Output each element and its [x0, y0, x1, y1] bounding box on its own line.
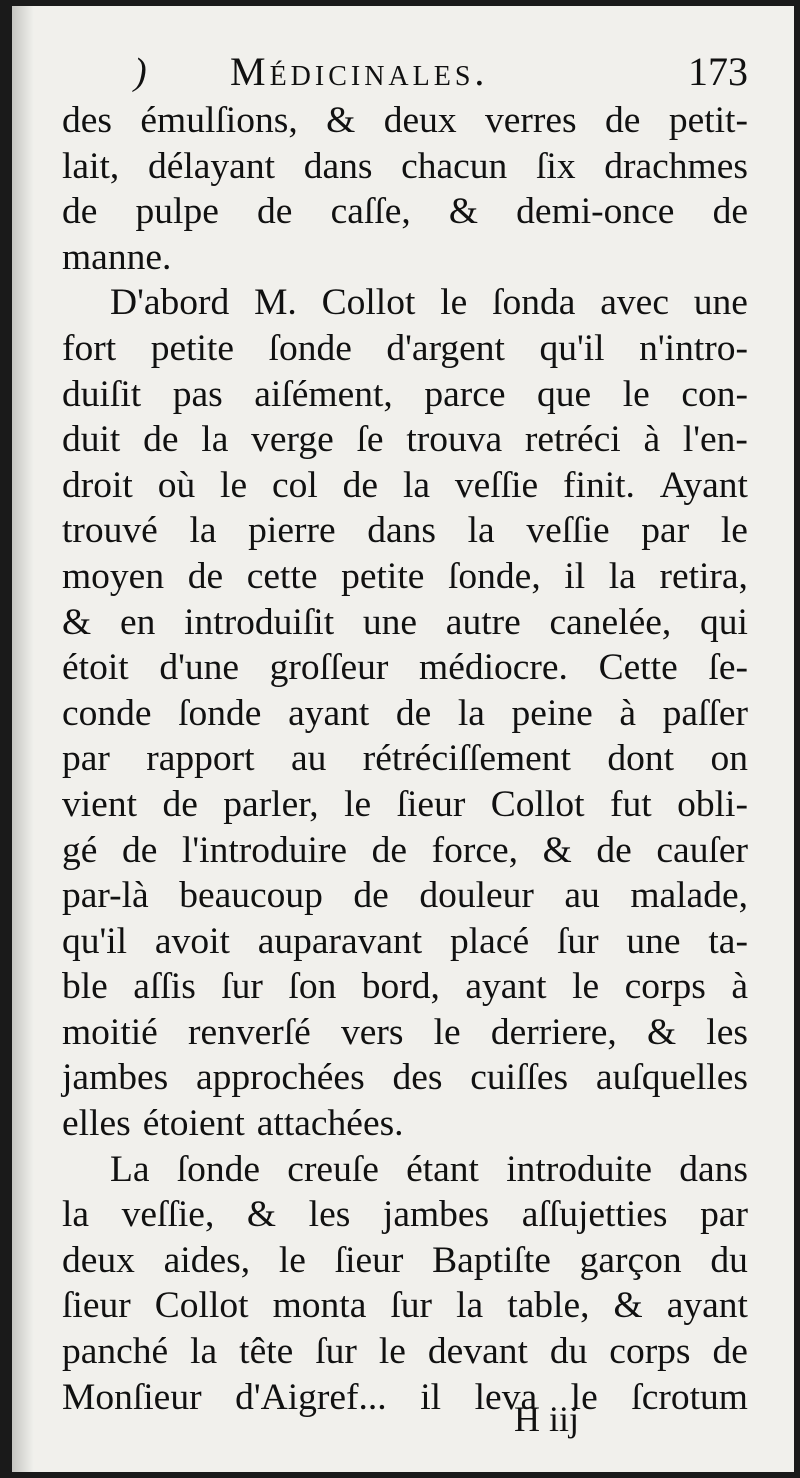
text-line [62, 873, 748, 919]
word: trouva [406, 419, 503, 461]
word: qu'il [62, 920, 128, 962]
word: ſcrotum [631, 1376, 748, 1418]
word: parce [424, 373, 506, 415]
word: col [271, 464, 318, 506]
word: ſieur [396, 783, 466, 825]
word: ſonde [176, 1148, 261, 1190]
running-header [12, 46, 794, 106]
word: ayant [465, 966, 547, 1008]
word: qu'il [539, 327, 605, 369]
word: les [706, 1011, 748, 1053]
text-line [62, 1010, 748, 1056]
word: corps [624, 966, 706, 1008]
word: & [613, 1285, 643, 1327]
word: une [693, 282, 748, 324]
word: elles [62, 1103, 131, 1145]
word: veſſie [526, 510, 610, 552]
word: ſonde [268, 327, 352, 369]
word: ſonda [492, 282, 576, 324]
word: de [712, 191, 748, 233]
word: introduite [506, 1148, 652, 1190]
word: le [378, 1331, 406, 1373]
word: D'abord [110, 282, 230, 324]
word: verge [251, 419, 334, 461]
word: deux [62, 1239, 135, 1281]
word: ſonde [178, 692, 262, 734]
word: la [201, 419, 229, 461]
word: petite [150, 327, 234, 369]
word: émulſions, [140, 100, 298, 141]
word: de [605, 100, 641, 141]
text-line [62, 1375, 748, 1421]
text-line [62, 1283, 748, 1329]
word: ſon [288, 966, 337, 1008]
word: douleur [419, 875, 534, 917]
word: paſſer [662, 692, 748, 734]
word: cauſer [656, 829, 748, 871]
word: la [457, 692, 485, 734]
word: drachmes [604, 145, 748, 187]
word: corps [609, 1331, 691, 1373]
word: rapport [146, 738, 255, 780]
word: demi-once [516, 191, 675, 233]
word: malade, [630, 875, 748, 917]
word: le [278, 1239, 306, 1281]
word: la [467, 510, 495, 552]
word: de [712, 1331, 748, 1373]
word: par [641, 510, 690, 552]
word: où [157, 464, 196, 506]
word: de [371, 829, 408, 871]
word: la [62, 1194, 90, 1236]
word: ble [62, 966, 108, 1008]
text-line [62, 98, 748, 144]
spine-shadow [12, 6, 34, 1472]
word: du [710, 1239, 748, 1281]
word: de [353, 875, 389, 917]
word: aſſujetties [521, 1194, 668, 1236]
word: médiocre. [419, 647, 568, 689]
word: l'en- [682, 419, 748, 461]
word: des [62, 100, 112, 141]
word: on [710, 738, 748, 780]
word: par [62, 738, 110, 780]
word: gé [62, 829, 98, 871]
word: chacun [401, 145, 508, 187]
text-line [62, 189, 748, 235]
word: derriere, [490, 1011, 617, 1053]
word: de [143, 419, 179, 461]
word: Ayant [659, 464, 748, 506]
word: trouvé [62, 510, 158, 552]
word: & [62, 601, 92, 643]
word: renverſé [187, 1011, 311, 1053]
word: leva [474, 1376, 538, 1418]
word: devant [427, 1331, 528, 1373]
text-line [62, 645, 748, 691]
word: tête [239, 1331, 294, 1373]
word: fort [62, 327, 117, 369]
word: le [572, 966, 600, 1008]
word: dont [607, 738, 675, 780]
word: ſieur [334, 1239, 404, 1281]
text-line [62, 919, 748, 965]
word: Cette [598, 647, 678, 689]
word: en [119, 601, 156, 643]
header-mark: ) [134, 51, 147, 93]
word: une [362, 601, 418, 643]
text-line [62, 828, 748, 874]
word: de [596, 829, 632, 871]
word: le [440, 282, 468, 324]
word: jambes [382, 1194, 490, 1236]
word: avec [600, 282, 669, 324]
word: le [344, 783, 372, 825]
word: jambes [62, 1057, 169, 1099]
word: auſquelles [595, 1057, 748, 1099]
word: cuiſſes [470, 1057, 569, 1099]
word: cette [246, 555, 318, 597]
word: rétréciſſement [362, 738, 571, 780]
word: introduiſit [184, 601, 335, 643]
word: de [62, 191, 98, 233]
word: le [570, 1376, 598, 1418]
word: il [564, 555, 586, 597]
word: vient [62, 783, 137, 825]
word: pierre [248, 510, 336, 552]
word: étoit [62, 647, 129, 689]
text-line [62, 1055, 748, 1101]
word: d'argent [386, 327, 505, 369]
word: moitié [62, 1011, 158, 1053]
word: de [187, 555, 224, 597]
text-line [62, 554, 748, 600]
word: duiſit [62, 373, 142, 415]
word: du [549, 1331, 588, 1373]
text-line [62, 463, 748, 509]
word: ſieur [62, 1285, 131, 1327]
word: à [731, 966, 748, 1008]
word: & [542, 829, 572, 871]
word: Collot [154, 1285, 249, 1327]
word: ſur [390, 1285, 433, 1327]
word: table, [507, 1285, 590, 1327]
word: au [564, 875, 600, 917]
word: veſſie, [121, 1194, 215, 1236]
word: retréci [524, 419, 621, 461]
text-line [62, 326, 748, 372]
word: ſur [556, 920, 599, 962]
text-line [62, 964, 748, 1010]
word: veſſie [454, 464, 539, 506]
word: la [189, 510, 217, 552]
word: petit- [668, 100, 748, 141]
word: ſur [221, 966, 263, 1008]
word: aſſis [133, 966, 196, 1008]
word: droit [62, 464, 133, 506]
word: con- [681, 373, 748, 415]
word: placé [450, 920, 530, 962]
word: les [308, 1194, 351, 1236]
word: dans [679, 1148, 748, 1190]
word: de [162, 783, 198, 825]
word: n'intro- [639, 327, 748, 369]
word: dans [303, 145, 373, 187]
word: des [392, 1057, 443, 1099]
text-line [62, 600, 748, 646]
word: canelée, [549, 601, 672, 643]
word: attachées. [256, 1103, 404, 1145]
body-text [62, 98, 748, 1420]
word: de [122, 829, 158, 871]
word: la [456, 1285, 484, 1327]
word: aides, [163, 1239, 251, 1281]
word: obli- [677, 783, 748, 825]
text-line [62, 782, 748, 828]
word: la [190, 1331, 218, 1373]
word: pulpe [135, 191, 219, 233]
word: & [326, 100, 356, 141]
text-line [62, 736, 748, 782]
word: finit. [563, 464, 635, 506]
word: Monſieur [62, 1376, 202, 1418]
text-line [62, 144, 748, 190]
word: moyen [62, 555, 165, 597]
text-line [62, 372, 748, 418]
word: ta- [708, 920, 748, 962]
word: de [257, 191, 293, 233]
word: d'Aigref... [235, 1376, 387, 1418]
signature-mark: H iij [514, 1399, 580, 1439]
word: ayant [666, 1285, 748, 1327]
text-line [62, 1238, 748, 1284]
word: beaucoup [179, 875, 323, 917]
word: groſſeur [269, 647, 389, 689]
word: l'introduire [182, 829, 348, 871]
word: au [290, 738, 327, 780]
text-line [62, 1329, 748, 1375]
word: d'une [159, 647, 239, 689]
word: aiſément, [254, 373, 393, 415]
word: ſix [536, 145, 576, 187]
word: vers [340, 1011, 404, 1053]
word: ſe- [708, 647, 748, 689]
word: La [110, 1148, 150, 1190]
word: peine [511, 692, 593, 734]
word: dans [367, 510, 436, 552]
word: une [626, 920, 681, 962]
word: Collot [490, 783, 585, 825]
word: caſſe, [330, 191, 411, 233]
word: étant [406, 1148, 479, 1190]
word: qui [700, 601, 748, 643]
word: bord, [361, 966, 440, 1008]
word: il [420, 1376, 442, 1418]
word: à [619, 692, 637, 734]
word: Collot [321, 282, 416, 324]
page-number: 173 [688, 49, 748, 94]
text-line [62, 235, 748, 281]
word: auparavant [257, 920, 423, 962]
text-line [62, 508, 748, 554]
text-line [62, 417, 748, 463]
word: parler, [223, 783, 319, 825]
word: le [433, 1011, 461, 1053]
word: à [643, 419, 661, 461]
word: ſur [315, 1331, 357, 1373]
word: par-là [62, 875, 149, 917]
word: approchées [196, 1057, 365, 1099]
text-line [62, 691, 748, 737]
word: & [246, 1194, 277, 1236]
word: verres [485, 100, 577, 141]
word: Baptiſte [432, 1239, 551, 1281]
word: que [537, 373, 592, 415]
word: M. [254, 282, 297, 324]
word: la [402, 464, 431, 506]
word: & [646, 1011, 677, 1053]
word: pas [172, 373, 223, 415]
word: deux [383, 100, 457, 141]
word: autre [445, 601, 521, 643]
running-title: Médicinales. [230, 49, 489, 94]
word: creuſe [287, 1148, 379, 1190]
word: de [395, 692, 432, 734]
word: monta [272, 1285, 367, 1327]
word: ſonde, [448, 555, 541, 597]
word: le [220, 464, 248, 506]
word: ſe [356, 419, 384, 461]
word: duit [62, 419, 121, 461]
word: garçon [579, 1239, 682, 1281]
word: avoit [154, 920, 230, 962]
word: conde [62, 692, 152, 734]
book-page [12, 6, 794, 1472]
word: la [608, 555, 636, 597]
word: & [448, 191, 479, 233]
word: étoient [142, 1103, 245, 1145]
text-line [62, 1192, 748, 1238]
word: retira, [659, 555, 748, 597]
word: panché [62, 1331, 169, 1373]
word: le [622, 373, 650, 415]
text-line [62, 280, 748, 326]
text-line [62, 1147, 748, 1193]
word: force, [431, 829, 519, 871]
word: lait, [62, 145, 120, 187]
word: petite [341, 555, 425, 597]
word: par [700, 1194, 748, 1236]
word: délayant [147, 145, 275, 187]
word: manne. [62, 236, 172, 278]
word: fut [610, 783, 652, 825]
word: le [720, 510, 748, 552]
word: de [342, 464, 379, 506]
text-line [62, 1101, 748, 1147]
word: ayant [288, 692, 370, 734]
